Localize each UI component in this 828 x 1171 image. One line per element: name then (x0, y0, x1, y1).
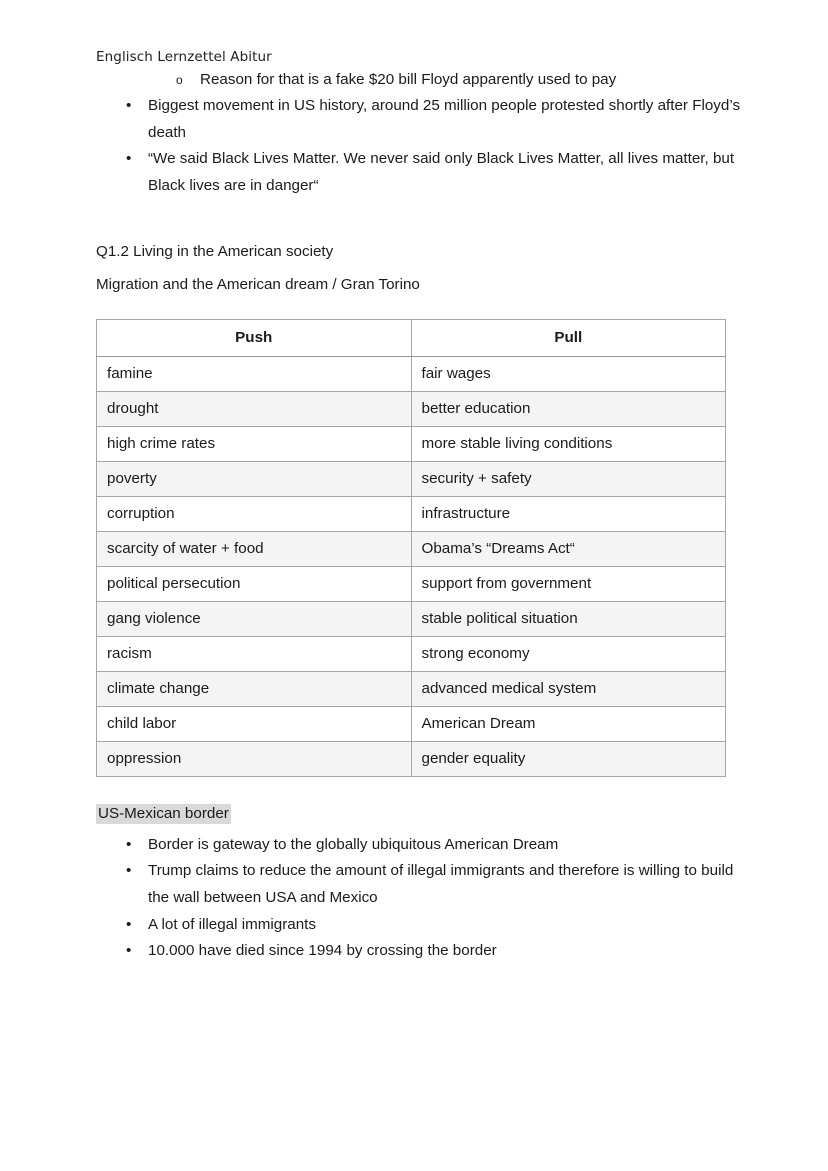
cell-pull: fair wages (411, 357, 726, 392)
cell-pull: support from government (411, 567, 726, 602)
table-row (97, 567, 726, 602)
section-subheading-migration: Migration and the American dream / Gran Torino (96, 275, 420, 293)
table-row (97, 707, 726, 742)
section-spacer (96, 200, 744, 239)
list-item-label: “We said Black Lives Matter. We never said only Black Lives Matter, all lives matter, but Black lives are in danger“ (148, 150, 735, 194)
section-heading-us-mexican-border: US-Mexican border (98, 805, 229, 823)
cell-push: oppression (97, 742, 412, 777)
cell-pull: strong economy (411, 637, 726, 672)
cell-push: corruption (97, 497, 412, 532)
list-item-label: Biggest movement in US history, around 25 million people protested shortly after Floyd’s death (148, 97, 741, 141)
table-spacer (96, 777, 744, 801)
disc-bullet-icon: • (126, 835, 132, 853)
cell-pull: Obama’s “Dreams Act“ (411, 532, 726, 567)
border-heading-wrapper (96, 801, 744, 828)
cell-pull: better education (411, 392, 726, 427)
cell-push: political persecution (97, 567, 412, 602)
list-item (96, 912, 744, 939)
disc-bullet-icon: • (126, 915, 132, 933)
list-item (96, 67, 744, 94)
disc-bullet-icon: • (126, 862, 132, 880)
table-row (97, 427, 726, 462)
cell-push: famine (97, 357, 412, 392)
cell-push: gang violence (97, 602, 412, 637)
table-head (97, 320, 726, 357)
cell-pull: security + safety (411, 462, 726, 497)
table-body (97, 357, 726, 777)
circle-bullet-icon: o (176, 72, 183, 87)
section-heading-q12: Q1.2 Living in the American society (96, 242, 334, 260)
blm-sub-bullet-list (96, 67, 744, 94)
list-item (96, 858, 744, 911)
table-row (97, 742, 726, 777)
cell-pull: more stable living conditions (411, 427, 726, 462)
table-row (97, 357, 726, 392)
list-item (96, 146, 744, 199)
table-row (97, 672, 726, 707)
table-row (97, 462, 726, 497)
list-item-label: Trump claims to reduce the amount of illegal immigrants and therefore is willing to build the wall between USA and Mexico (148, 862, 734, 906)
cell-pull: advanced medical system (411, 672, 726, 707)
column-header-push: Push (97, 320, 412, 357)
cell-pull: American Dream (411, 707, 726, 742)
cell-push: scarcity of water + food (97, 532, 412, 567)
table-row (97, 637, 726, 672)
cell-push: drought (97, 392, 412, 427)
cell-pull: infrastructure (411, 497, 726, 532)
list-item-label: 10.000 have died since 1994 by crossing the border (148, 942, 497, 960)
list-item-label: A lot of illegal immigrants (148, 915, 316, 933)
table-row (97, 602, 726, 637)
running-header: Englisch Lernzettel Abitur (96, 49, 272, 65)
list-item (96, 832, 744, 859)
page-content (96, 0, 744, 965)
cell-pull: stable political situation (411, 602, 726, 637)
list-item (96, 93, 744, 146)
disc-bullet-icon: • (126, 97, 132, 115)
cell-push: racism (97, 637, 412, 672)
push-pull-table (96, 319, 726, 777)
cell-push: climate change (97, 672, 412, 707)
cell-push: high crime rates (97, 427, 412, 462)
table-row (97, 532, 726, 567)
list-item (96, 938, 744, 965)
disc-bullet-icon: • (126, 942, 132, 960)
list-item-label: Reason for that is a fake $20 bill Floyd apparently used to pay (200, 70, 617, 88)
list-item-label: Border is gateway to the globally ubiquitous American Dream (148, 835, 559, 853)
blm-bullet-list (96, 93, 744, 199)
cell-pull: gender equality (411, 742, 726, 777)
table-row (97, 497, 726, 532)
table-row (97, 392, 726, 427)
column-header-pull: Pull (411, 320, 726, 357)
table-header-row (97, 320, 726, 357)
cell-push: poverty (97, 462, 412, 497)
cell-push: child labor (97, 707, 412, 742)
disc-bullet-icon: • (126, 150, 132, 168)
border-bullet-list (96, 832, 744, 965)
